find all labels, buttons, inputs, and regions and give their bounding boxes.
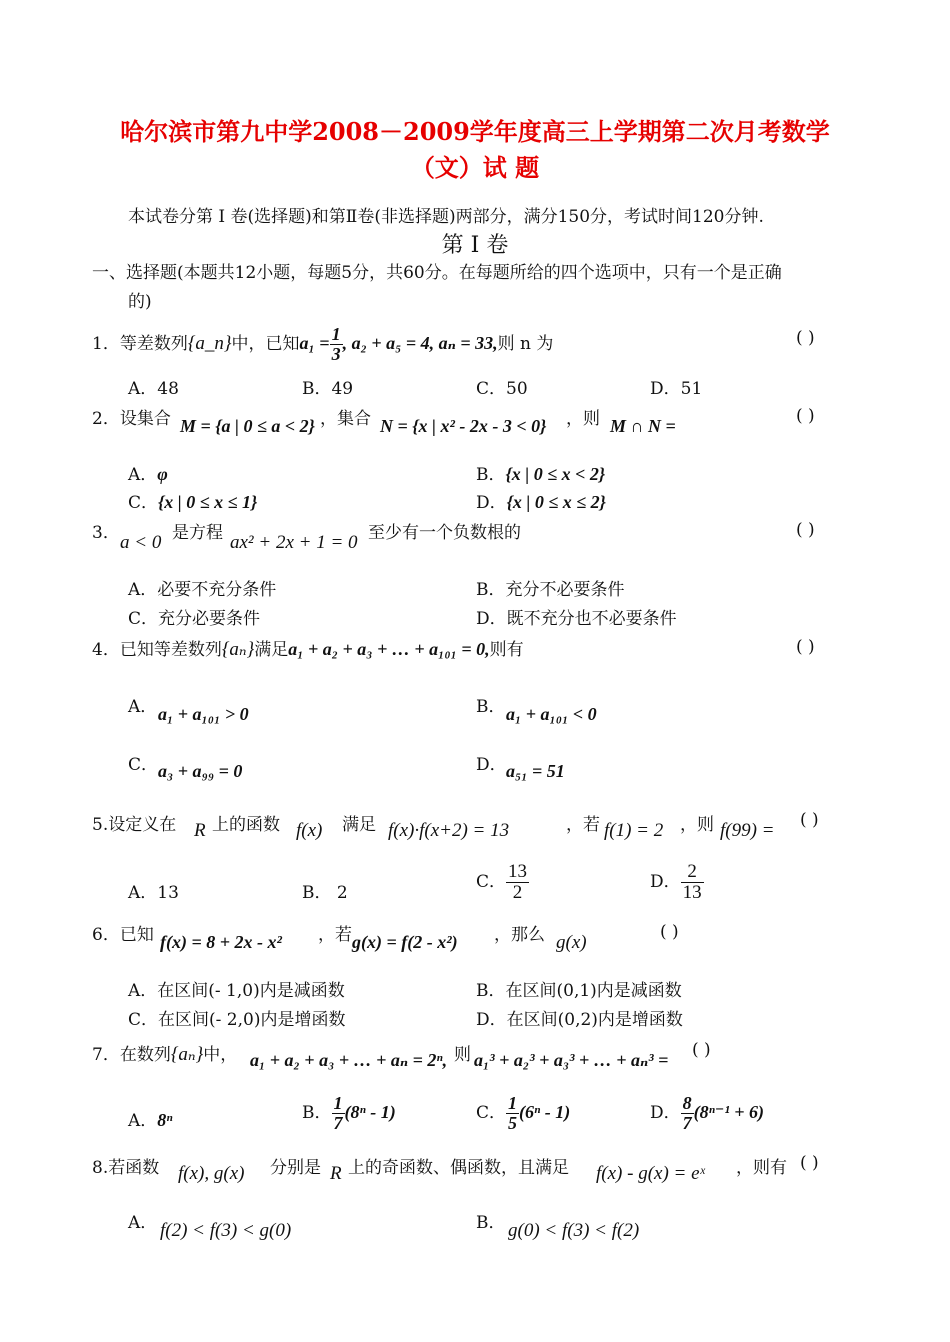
- option-a: A．必要不充分条件: [128, 580, 277, 600]
- question-text: ，则: [566, 409, 600, 429]
- question-text: 满足: [342, 815, 376, 835]
- question-text: 则 n 为: [497, 333, 554, 354]
- option-c: C．在区间(- 2,0)内是增函数: [128, 1010, 346, 1030]
- question-text: 上的函数: [212, 815, 280, 835]
- option-c: a₃ + a₉₉ = 0: [158, 761, 243, 781]
- math-expr: M ∩ N =: [610, 416, 676, 436]
- section-title: 第 Ⅰ 卷: [441, 233, 509, 258]
- question-3-number: 3．: [92, 523, 120, 543]
- question-text: ，若: [318, 925, 352, 945]
- option-d-label: D．: [476, 755, 507, 775]
- question-text: 则: [454, 1045, 471, 1065]
- math-expr: a₁³ + a₂³ + a₃³ + … + aₙ³ =: [474, 1050, 669, 1070]
- question-text: ，则有: [736, 1158, 787, 1178]
- question-text: 设集合: [119, 409, 171, 429]
- answer-paren: ( ): [660, 922, 679, 942]
- question-text: 上的奇函数、偶函数，且满足: [348, 1158, 569, 1178]
- option-a-label: A．: [128, 1213, 158, 1233]
- answer-paren: ( ): [692, 1040, 711, 1060]
- set-n: N = {x | x² - 2x - 3 < 0}: [380, 416, 547, 436]
- option-a-label: A．: [128, 697, 158, 717]
- option-a: f(2) < f(3) < g(0): [160, 1220, 292, 1241]
- option-d: D．{x | 0 ≤ x ≤ 2}: [476, 492, 606, 513]
- question-text: ，则: [680, 815, 714, 835]
- option-c: C． $\frac{1}{5}$ (6ⁿ - 1): [476, 1093, 571, 1133]
- question-text: ，若: [566, 815, 600, 835]
- option-d: D．既不充分也不必要条件: [476, 609, 677, 629]
- set-m: M = {a | 0 ≤ a < 2}: [180, 416, 315, 436]
- option-a: A．48: [128, 379, 179, 399]
- math-expr: , a₂ + a₅ = 4, aₙ = 33,: [342, 332, 498, 353]
- part1-heading-cont: 的): [128, 292, 152, 312]
- option-a: A．8ⁿ: [128, 1110, 173, 1131]
- question-7: 7．在数列{aₙ}中，: [92, 1044, 238, 1065]
- part1-heading: 一、选择题(本题共12小题，每题5分，共60分。在每题所给的四个选项中，只有一个是正确: [92, 263, 782, 283]
- answer-paren: ( ): [796, 406, 815, 426]
- option-d: D． $\frac{8}{7}$ (8ⁿ⁻¹ + 6): [650, 1093, 765, 1133]
- option-c: C． $\frac{13}{2}$: [476, 861, 528, 903]
- question-4: 4．已知等差数列{aₙ}满足a₁ + a₂ + a₃ + … + a₁₀₁ = 0,则有: [92, 639, 524, 660]
- math-expr: a₁ =: [299, 332, 330, 353]
- math-expr: f(99) =: [720, 820, 775, 841]
- exam-intro: 本试卷分第 Ⅰ 卷(选择题)和第Ⅱ卷(非选择题)两部分，满分150分，考试时间120分钟.: [128, 207, 764, 227]
- math-expr: f(1) = 2: [604, 820, 664, 841]
- math-expr: f(x)·f(x+2) = 13: [388, 820, 510, 841]
- math-expr: ax² + 2x + 1 = 0: [230, 532, 358, 553]
- option-b-label: B．: [476, 1213, 506, 1233]
- option-d: D． $\frac{2}{13}$: [650, 861, 702, 903]
- option-b: B．在区间(0,1)内是减函数: [476, 981, 682, 1001]
- fraction: $\frac{1}{3}$: [331, 324, 341, 364]
- option-b: B． $\frac{1}{7}$ (8ⁿ - 1): [302, 1093, 396, 1133]
- math-expr: f(x) - g(x) = eˣ: [596, 1163, 705, 1184]
- question-text: 是方程: [172, 523, 223, 543]
- question-6: 6．已知: [92, 925, 154, 945]
- option-c: C．{x | 0 ≤ x ≤ 1}: [128, 492, 258, 513]
- option-c: C．50: [476, 379, 528, 399]
- question-text: ，集合: [320, 409, 371, 429]
- option-b: a₁ + a₁₀₁ < 0: [506, 704, 597, 724]
- option-b-label: B．: [476, 697, 506, 717]
- option-d: D．51: [650, 379, 703, 399]
- question-text: 至少有一个负数根的: [368, 523, 521, 543]
- option-b: g(0) < f(3) < f(2): [508, 1220, 640, 1241]
- option-b: B．充分不必要条件: [476, 580, 625, 600]
- math-expr: R: [330, 1163, 342, 1184]
- question-text: 等差数列: [119, 333, 188, 354]
- option-d: a₅₁ = 51: [506, 761, 565, 781]
- question-number: 1．: [92, 333, 120, 354]
- option-a: A．13: [128, 883, 179, 903]
- question-text: ，那么: [494, 925, 545, 945]
- math-expr: f(x): [296, 820, 323, 841]
- answer-paren: ( ): [796, 520, 815, 540]
- option-c: C．充分必要条件: [128, 609, 261, 629]
- math-expr: a < 0: [120, 532, 162, 553]
- question-1: [92, 325, 553, 364]
- option-d: D．在区间(0,2)内是增函数: [476, 1010, 683, 1030]
- option-a: A．在区间(- 1,0)内是减函数: [128, 981, 345, 1001]
- option-a: A．φ: [128, 464, 168, 485]
- answer-paren: ( ): [796, 637, 815, 657]
- math-expr: g(x): [556, 932, 587, 953]
- exam-title-line2: （文）试 题: [410, 153, 540, 182]
- option-c-label: C．: [128, 755, 159, 775]
- math-expr: {a_n}: [187, 332, 232, 354]
- answer-paren: ( ): [800, 1153, 819, 1173]
- math-expr: f(x), g(x): [178, 1163, 245, 1184]
- answer-paren: ( ): [800, 810, 819, 830]
- option-b: B．49: [302, 379, 354, 399]
- question-2: [92, 404, 171, 429]
- math-expr: f(x) = 8 + 2x - x²: [160, 932, 282, 952]
- question-number: 2．: [92, 409, 120, 429]
- question-8: 8.若函数: [92, 1158, 160, 1178]
- math-expr: a₁ + a₂ + a₃ + … + aₙ = 2ⁿ,: [250, 1050, 448, 1070]
- answer-paren: ( ): [796, 328, 815, 348]
- option-b: B．{x | 0 ≤ x < 2}: [476, 464, 606, 485]
- question-5: 5.设定义在: [92, 815, 177, 835]
- math-expr: g(x) = f(2 - x²): [352, 932, 458, 952]
- question-text: 中，已知: [231, 333, 300, 354]
- option-b: B． 2: [302, 883, 348, 903]
- exam-title-line1: 哈尔滨市第九中学2008－2009学年度高三上学期第二次月考数学: [120, 117, 830, 146]
- option-a: a₁ + a₁₀₁ > 0: [158, 704, 249, 724]
- question-text: 分别是: [270, 1158, 321, 1178]
- math-expr: R: [194, 820, 206, 841]
